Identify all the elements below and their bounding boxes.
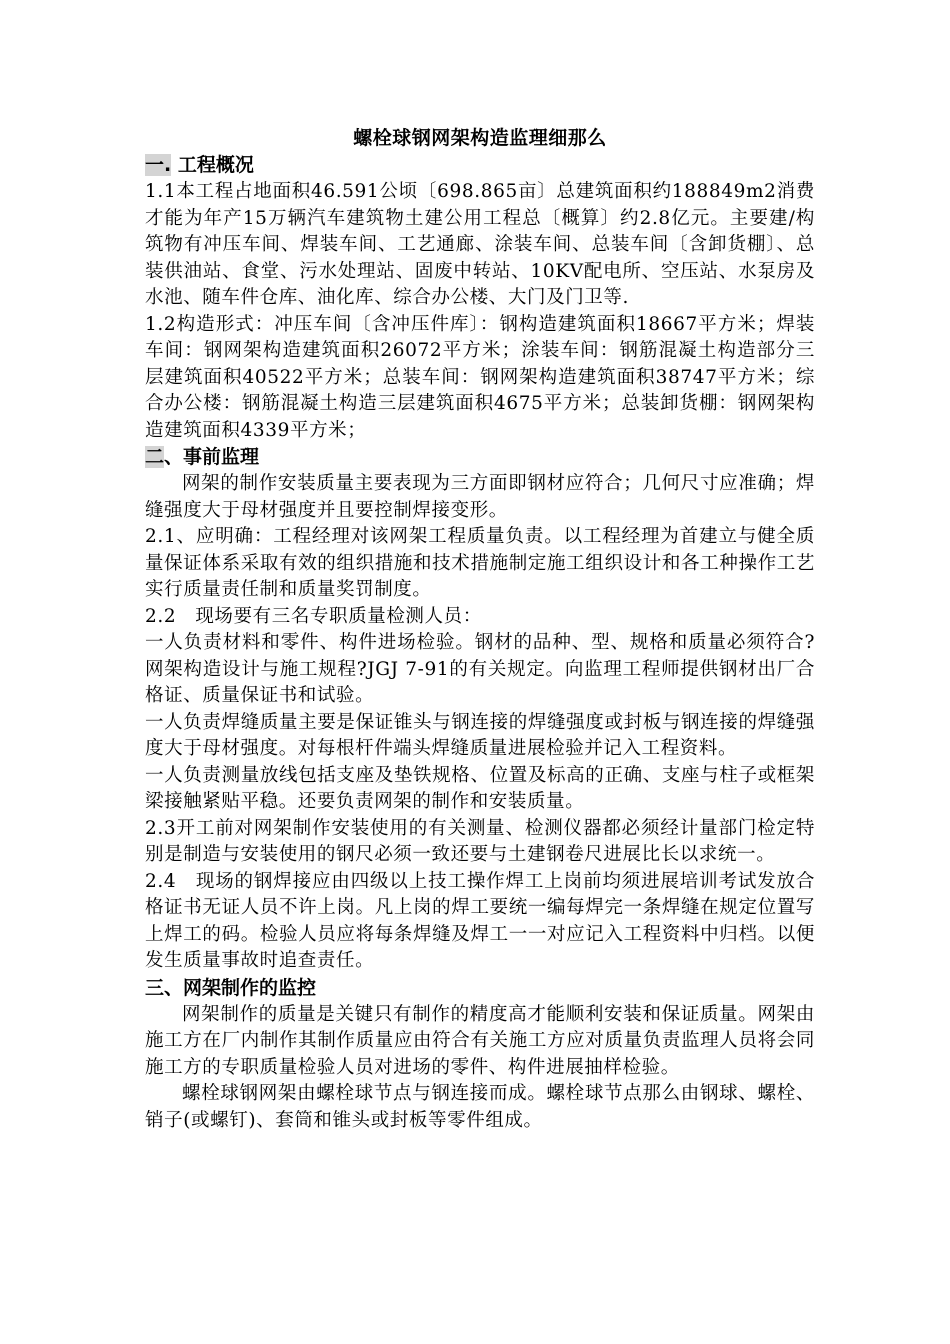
- section-heading-text: 、事前监理: [164, 446, 260, 468]
- paragraph: 1.1本工程占地面积46.591公顷〔698.865亩〕总建筑面积约188849m2消费才能为年产15万辆汽车建筑物土建公用工程总〔概算〕约2.8亿元。主要建/构筑物有冲压车间、焊装车间、工艺通廊、涂装车间、总装车间〔含卸货棚〕、总装供油站、食堂、污水处理站、固废中转站、10KV配电所、空压站、水泵房及水池、随车件仓库、油化库、综合办公楼、大门及门卫等.: [145, 181, 815, 308]
- paragraph: 2.3开工前对网架制作安装使用的有关测量、检测仪器都必须经计量部门检定特别是制造与安装使用的钢尺必须一致还要与土建钢卷尺进展比长以求统一。: [145, 817, 815, 865]
- paragraph: 2.1、应明确：工程经理对该网架工程质量负责。以工程经理为首建立与健全质量保证体系采取有效的组织措施和技术措施制定施工组织设计和各工种操作工艺实行质量责任制和质量奖罚制度。: [145, 526, 815, 600]
- section-heading-text: 工程概况: [177, 154, 254, 176]
- section-number: 三: [145, 976, 165, 999]
- paragraph: 螺栓球钢网架由螺栓球节点与钢连接而成。螺栓球节点那么由钢球、螺栓、销子(或螺钉)、套筒和锥头或封板等零件组成。: [145, 1083, 815, 1131]
- paragraph: 2.2 现场要有三名专职质量检测人员：: [145, 605, 482, 627]
- paragraph: 一人负责材料和零件、构件进场检验。钢材的品种、型、规格和质量必须符合?网架构造设计与施工规程?JGJ 7-91的有关规定。向监理工程师提供钢材出厂合格证、质量保证书和试验。: [145, 632, 815, 706]
- section-heading-fabrication-control: [145, 975, 815, 1002]
- section-heading-overview: [145, 152, 815, 179]
- paragraph: 1.2构造形式：冲压车间〔含冲压件库〕：钢构造建筑面积18667平方米；焊装车间：钢网架构造建筑面积26072平方米；涂装车间：钢筋混凝土构造部分三层建筑面积40522平方米；总装车间：钢网架构造建筑面积38747平方米；综合办公楼：钢筋混凝土构造三层建筑面积4675平方米；总装卸货棚：钢网架构造建筑面积4339平方米；: [145, 313, 815, 441]
- section-number: 二: [145, 446, 165, 468]
- section-heading-pre-supervision: [145, 444, 815, 471]
- paragraph: 网架制作的质量是关键只有制作的精度高才能顺利安装和保证质量。网架由施工方在厂内制作其制作质量应由符合有关施工方应对质量负责监理人员将会同施工方的专职质量检验人员对进场的零件、构件进展抽样检验。: [145, 1003, 815, 1078]
- paragraph: 一人负责焊缝质量主要是保证锥头与钢连接的焊缝强度或封板与钢连接的焊缝强度大于母材强度。对每根杆件端头焊缝质量进展检验并记入工程资料。: [145, 711, 815, 759]
- section-heading-text: 、网架制作的监控: [164, 976, 317, 999]
- paragraph: 一人负责测量放线包括支座及垫铁规格、位置及标高的正确、支座与柱子或框架梁接触紧贴平稳。还要负责网架的制作和安装质量。: [145, 764, 815, 812]
- document-title: 螺栓球钢网架构造监理细那么: [353, 127, 607, 149]
- document-body: [145, 124, 815, 1134]
- paragraph: 网架的制作安装质量主要表现为三方面即钢材应符合；几何尺寸应准确；焊缝强度大于母材强度并且要控制焊接变形。: [145, 473, 815, 521]
- paragraph: 2.4 现场的钢焊接应由四级以上技工操作焊工上岗前均须进展培训考试发放合格证书无证人员不许上岗。凡上岗的焊工要统一编每焊完一条焊缝在规定位置写上焊工的码。检验人员应将每条焊缝及焊工一一对应记入工程资料中归档。以便发生质量事故时追查责任。: [145, 870, 815, 971]
- section-number: 一.: [145, 154, 172, 176]
